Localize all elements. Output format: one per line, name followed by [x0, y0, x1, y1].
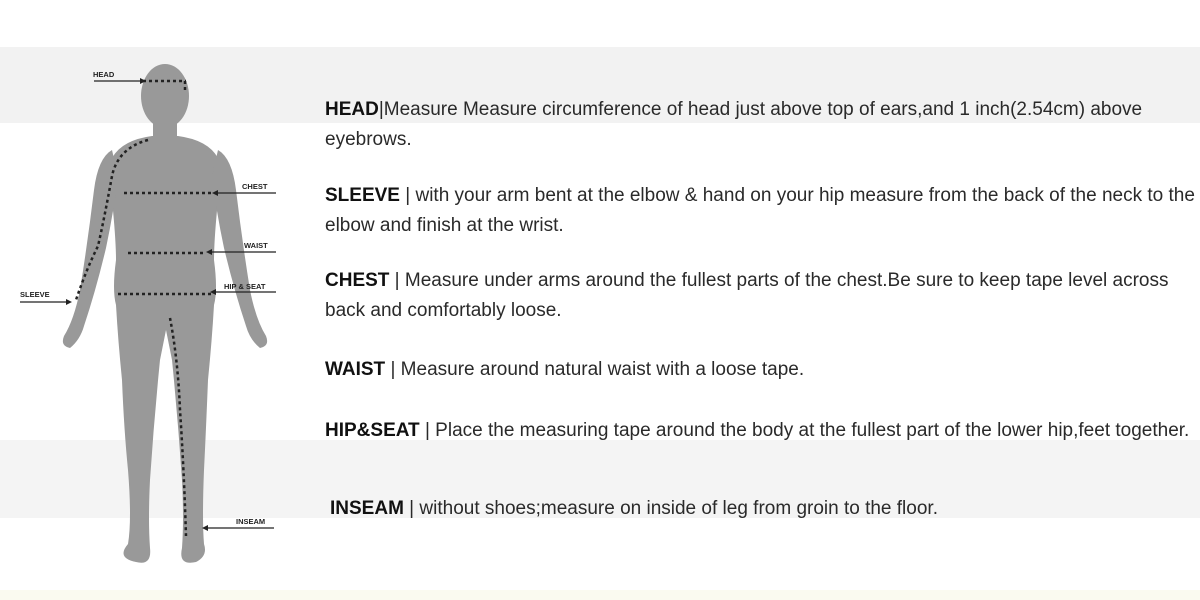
definition-text: Measure under arms around the fullest parts of the chest.Be sure to keep tape level across back and comfortably loose.	[325, 270, 1169, 321]
definition-separator: |	[399, 185, 416, 206]
definition-hip-seat	[325, 416, 1195, 446]
definition-term: SLEEVE	[325, 185, 400, 206]
sleeve-label: SLEEVE	[20, 290, 50, 299]
definition-text: without shoes;measure on inside of leg from groin to the floor.	[419, 498, 938, 519]
definition-separator: |	[403, 498, 420, 519]
body-measurement-figure	[0, 0, 320, 600]
definition-text: Measure Measure circumference of head just above top of ears,and 1 inch(2.54cm) above eyebrows.	[325, 99, 1143, 150]
human-silhouette	[63, 64, 267, 563]
definition-inseam	[330, 494, 1200, 524]
definition-term: HEAD	[325, 99, 379, 120]
definition-separator: |	[419, 420, 436, 441]
head-label: HEAD	[93, 70, 115, 79]
definition-term: WAIST	[325, 359, 386, 380]
definition-separator: |	[378, 99, 384, 120]
definition-separator: |	[389, 270, 405, 291]
definition-chest	[325, 266, 1195, 326]
definition-term: CHEST	[325, 270, 390, 291]
definition-waist	[325, 355, 1195, 385]
definition-text: with your arm bent at the elbow & hand on your hip measure from the back of the neck to the elbow and finish at the wrist.	[325, 185, 1195, 236]
definition-term: HIP&SEAT	[325, 420, 420, 441]
chest-label: CHEST	[242, 182, 268, 191]
definition-text: Measure around natural waist with a loose tape.	[400, 359, 805, 380]
definition-term: INSEAM	[330, 498, 404, 519]
definition-separator: |	[385, 359, 401, 380]
definition-sleeve	[325, 181, 1195, 241]
inseam-label: INSEAM	[236, 517, 266, 526]
definition-head	[325, 95, 1195, 155]
hip-seat-label: HIP & SEAT	[224, 282, 266, 291]
definition-text: Place the measuring tape around the body at the fullest part of the lower hip,feet together.	[435, 420, 1190, 441]
waist-label: WAIST	[244, 241, 268, 250]
